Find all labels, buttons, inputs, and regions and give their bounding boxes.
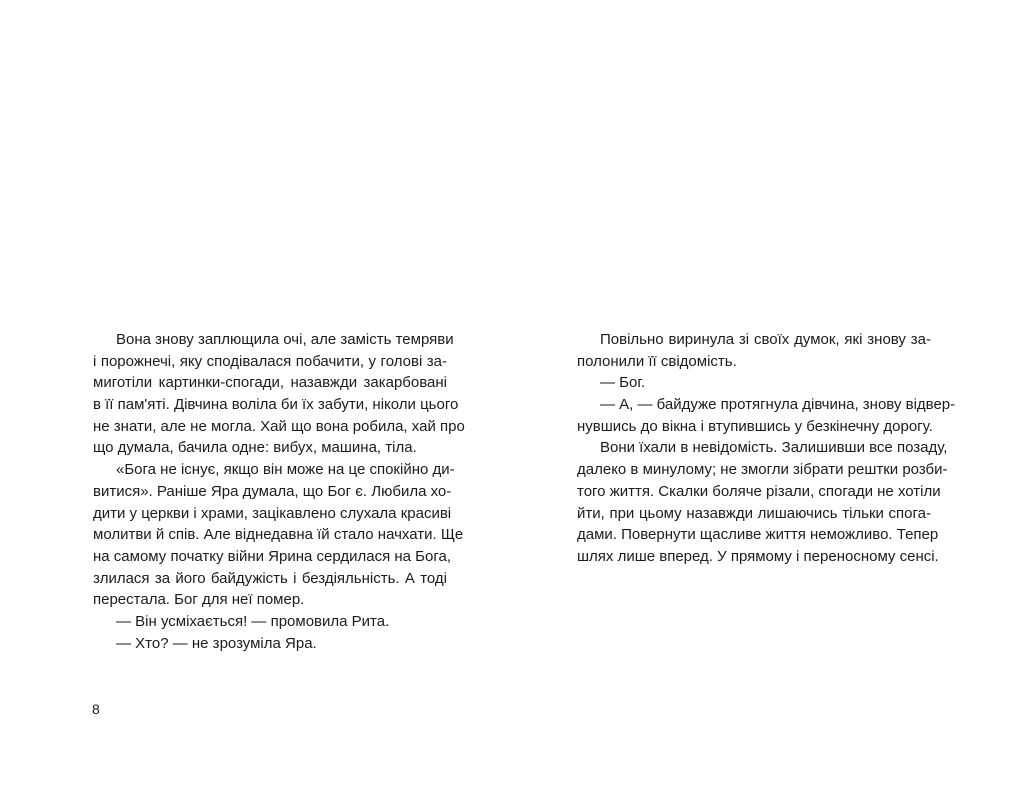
text-line: полонили її свідомість.: [577, 352, 737, 370]
page-number: 8: [92, 701, 100, 717]
text-line: дами. Повернути щасливе життя неможливо. Тепер: [577, 526, 939, 544]
text-line: нувшись до вікна і втупившись у безкінечну дорогу.: [577, 417, 933, 435]
text-line: на самому початку війни Ярина сердилася на Бога,: [93, 547, 452, 565]
right-page-text: [577, 329, 956, 568]
text-line: Повільно виринула зі своїх думок, які знову за-: [600, 331, 931, 348]
text-line: перестала. Бог для неї помер.: [93, 591, 305, 609]
text-line: того життя. Скалки боляче різали, спогади не хотіли: [577, 482, 941, 500]
text-line: витися». Раніше Яра думала, що Бог є. Любила хо-: [93, 482, 452, 500]
text-line: Вона знову заплющила очі, але замість темряви: [116, 331, 454, 348]
text-line: і порожнечі, яку сподівалася побачити, у голові за-: [93, 352, 447, 370]
text-line: — Він усміхається! — промовила Рита.: [116, 612, 390, 630]
text-line: «Бога не існує, якщо він може на це спокійно ди-: [116, 461, 455, 479]
text-line: не знати, але не могла. Хай що вона робила, хай про: [93, 417, 465, 435]
text-line: — А, — байдуже протягнула дівчина, знову відвер-: [600, 396, 956, 414]
text-line: в її пам'яті. Дівчина воліла би їх забути, ніколи цього: [93, 396, 459, 414]
text-line: молитви й спів. Але віднедавна їй стало начхати. Ще: [93, 526, 464, 544]
text-line: — Бог.: [600, 374, 646, 392]
text-line: що думала, бачила одне: вибух, машина, тіла.: [93, 439, 417, 457]
text-line: шлях лише вперед. У прямому і переносному сенсі.: [577, 547, 939, 565]
text-line: дити у церкви і храми, зацікавлено слухала красиві: [93, 504, 452, 522]
text-line: Вони їхали в невідомість. Залишивши все позаду,: [600, 439, 948, 457]
text-line: — Хто? — не зрозуміла Яра.: [116, 634, 317, 652]
text-line: злилася за його байдужість і бездіяльність. А тоді: [93, 569, 447, 587]
text-line: йти, при цьому назавжди лишаючись тільки спога-: [577, 504, 931, 522]
left-page-text: [93, 329, 465, 654]
text-line: миготіли картинки-спогади, назавжди закарбовані: [93, 374, 447, 392]
text-line: далеко в минулому; не змогли зібрати рештки розби-: [577, 461, 948, 479]
